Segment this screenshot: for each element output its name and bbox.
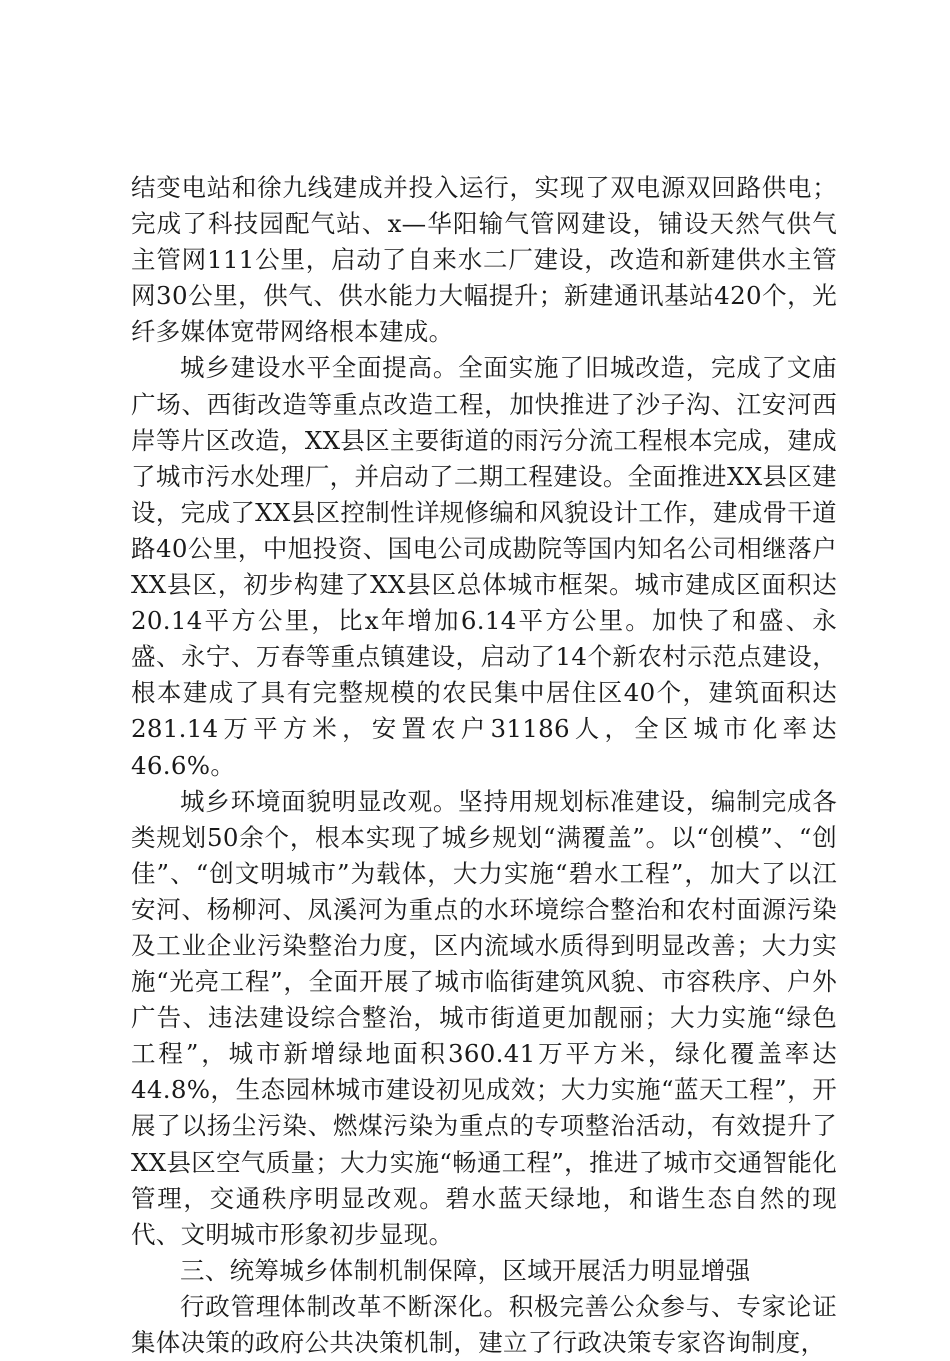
document-body [131, 170, 837, 1361]
paragraph-infrastructure: 结变电站和徐九线建成并投入运行，实现了双电源双回路供电；完成了科技园配气站、x—华阳输气管网建设，铺设天然气供气主管网111公里，启动了自来水二厂建设，改造和新建供水主管网30公里，供气、供水能力大幅提升；新建通讯基站420个，光纤多媒体宽带网络根本建成。 [131, 173, 837, 347]
paragraph-administrative-reform: 行政管理体制改革不断深化。积极完善公众参与、专家论证集体决策的政府公共决策机制，建立了行政决策专家咨询制度， [131, 1291, 837, 1357]
paragraph-urban-construction: 城乡建设水平全面提高。全面实施了旧城改造，完成了文庙广场、西街改造等重点改造工程，加快推进了沙子沟、江安河西岸等片区改造，XX县区主要街道的雨污分流工程根本完成，建成了城市污水处理厂，并启动了二期工程建设。全面推进XX县区建设，完成了XX县区控制性详规修编和风貌设计工作，建成骨干道路40公里，中旭投资、国电公司成勘院等国内知名公司相继落户XX县区，初步构建了XX县区总体城市框架。城市建成区面积达20.14平方公里，比x年增加6.14平方公里。加快了和盛、永盛、永宁、万春等重点镇建设，启动了14个新农村示范点建设，根本建成了具有完整规模的农民集中居住区40个，建筑面积达281.14万平方米，安置农户31186人，全区城市化率达46.6%。 [131, 353, 837, 780]
section-heading: 三、统筹城乡体制机制保障，区域开展活力明显增强 [180, 1255, 751, 1285]
paragraph-environment: 城乡环境面貌明显改观。坚持用规划标准建设，编制完成各类规划50余个，根本实现了城乡规划“满覆盖”。以“创模”、“创佳”、“创文明城市”为载体，大力实施“碧水工程”，加大了以江安河、杨柳河、凤溪河为重点的水环境综合整治和农村面源污染及工业企业污染整治力度，区内流域水质得到明显改善；大力实施“光亮工程”，全面开展了城市临街建筑风貌、市容秩序、户外广告、违法建设综合整治，城市街道更加靓丽；大力实施“绿色工程”，城市新增绿地面积360.41万平方米，绿化覆盖率达44.8%，生态园林城市建设初见成效；大力实施“蓝天工程”，开展了以扬尘污染、燃煤污染为重点的专项整治活动，有效提升了XX县区空气质量；大力实施“畅通工程”，推进了城市交通智能化管理，交通秩序明显改观。碧水蓝天绿地，和谐生态自然的现代、文明城市形象初步显现。 [131, 786, 838, 1249]
